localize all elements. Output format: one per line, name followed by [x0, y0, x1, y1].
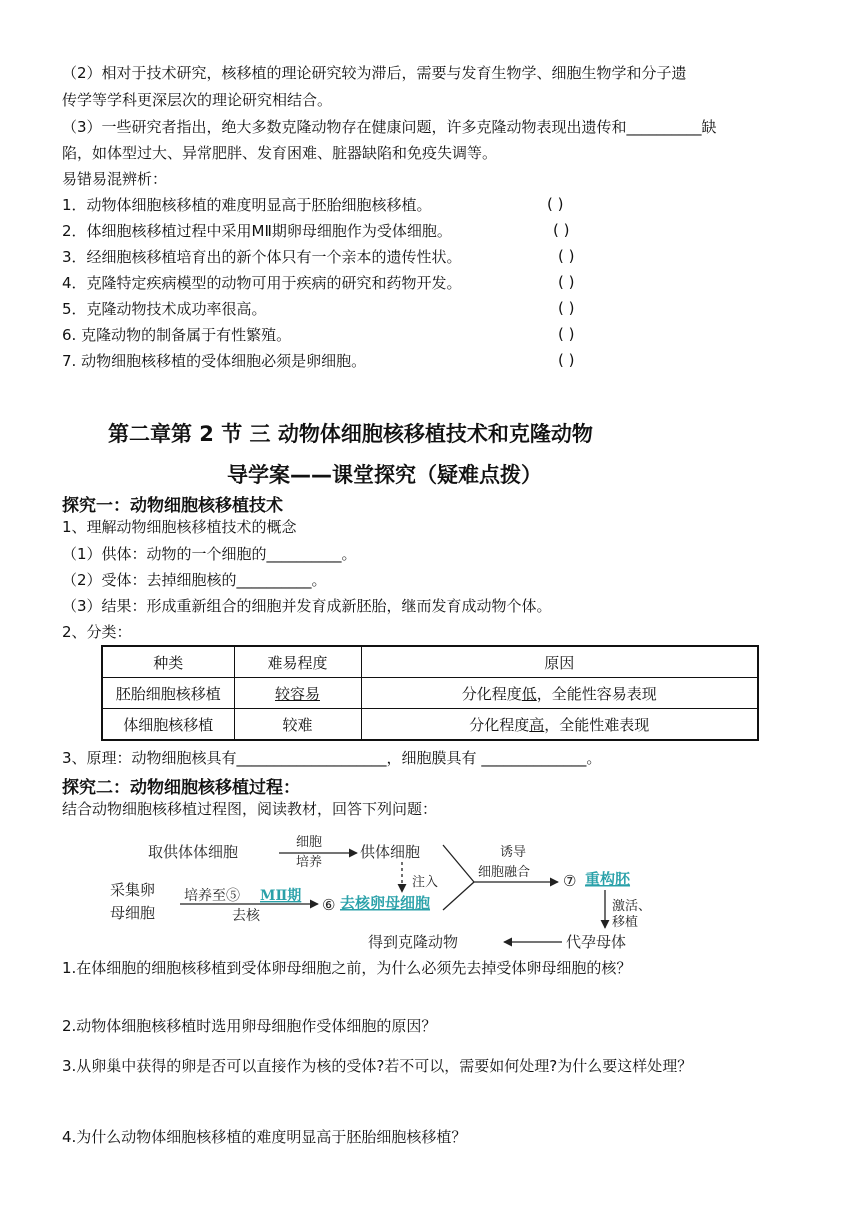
chapter-heading: 第二章第 2 节 三 动物体细胞核移植技术和克隆动物	[108, 422, 593, 446]
table-cell-reason	[361, 678, 758, 709]
label-grow-to: 培养至⑤	[184, 888, 240, 904]
question-1: 1.在体细胞的细胞核移植到受体卵母细胞之前，为什么必须先去掉受体卵母细胞的核？	[62, 959, 632, 977]
table-header-row	[102, 646, 758, 678]
question-2: 2.动物体细胞核移植时选用卵母细胞作受体细胞的原因？	[62, 1017, 437, 1035]
node-collect-line2: 母细胞	[110, 904, 156, 922]
donor-line: （1）供体：动物的一个细胞的__________。	[62, 545, 357, 563]
confusion-title: 易错易混辨析：	[62, 170, 168, 188]
label-induce: 诱导	[500, 845, 527, 860]
principle-line: 3、原理：动物细胞核具有____________________，细胞膜具有 ______________。	[62, 749, 602, 767]
reason-pre: 分化程度	[469, 715, 530, 734]
node-donor-cell: 供体细胞	[360, 843, 421, 861]
table-header: 原因	[361, 646, 758, 678]
table-cell-difficulty: 较难	[234, 709, 361, 741]
explore-2-intro: 结合动物细胞核移植过程图，阅读教材，回答下列问题：	[62, 800, 438, 818]
para-2-line1: （2）相对于技术研究，核移植的理论研究较为滞后，需要与发育生物学、细胞生物学和分子遗	[62, 64, 687, 82]
para-3-line2: 陷，如体型过大、异常肥胖、发育困难、脏器缺陷和免疫失调等。	[62, 144, 498, 162]
difficulty-value: 较容易	[274, 684, 320, 703]
answer-reconstructed-embryo: 重构胚	[585, 870, 631, 888]
table-row	[102, 709, 758, 741]
node-clone: 得到克隆动物	[368, 933, 459, 951]
reason-key: 低	[521, 684, 537, 703]
table-cell-reason	[361, 709, 758, 741]
result-line: （3）结果：形成重新组合的细胞并发育成新胚胎，继而发育成动物个体。	[62, 597, 552, 615]
fusion-bracket	[443, 845, 474, 910]
classification-heading: 2、分类：	[62, 623, 132, 641]
confusion-item-4: 4．克隆特定疾病模型的动物可用于疾病的研究和药物开发。	[62, 274, 462, 292]
nuclear-transfer-diagram	[0, 822, 860, 957]
answer-paren-2: ( )	[553, 221, 570, 239]
node-collect-line1: 采集卵	[110, 881, 156, 899]
label-culture-top: 细胞	[296, 835, 323, 850]
reason-post: ，全能性难表现	[544, 715, 650, 734]
table-cell-difficulty	[234, 678, 361, 709]
answer-stage: MⅡ期	[260, 888, 302, 904]
label-fusion: 细胞融合	[478, 865, 531, 880]
label-enucleate: 去核	[232, 908, 260, 924]
label-inject: 注入	[412, 875, 439, 890]
table-header: 种类	[102, 646, 234, 678]
circle-seven: ⑦	[563, 872, 577, 890]
circle-six: ⑥	[322, 896, 336, 914]
label-culture-bottom: 培养	[296, 855, 323, 870]
explore-2-title: 探究二：动物细胞核移植过程：	[62, 778, 300, 798]
node-donor-somatic: 取供体体细胞	[148, 843, 239, 861]
answer-paren-3: ( )	[558, 247, 575, 265]
answer-paren-6: ( )	[558, 325, 575, 343]
question-3: 3.从卵巢中获得的卵是否可以直接作为核的受体?若不可以，需要如何处理?为什么要这样处理？	[62, 1057, 693, 1075]
answer-enucleated-oocyte: 去核卵母细胞	[340, 894, 431, 912]
question-4: 4.为什么动物体细胞核移植的难度明显高于胚胎细胞核移植？	[62, 1128, 467, 1146]
para-3-line1: （3）一些研究者指出，绝大多数克隆动物存在健康问题，许多克隆动物表现出遗传和__________缺	[62, 118, 717, 136]
answer-paren-4: ( )	[558, 273, 575, 291]
table-cell-kind: 体细胞核移植	[102, 709, 234, 741]
reason-key: 高	[529, 715, 545, 734]
answer-paren-5: ( )	[558, 299, 575, 317]
confusion-item-5: 5．克隆动物技术成功率很高。	[62, 300, 267, 318]
confusion-item-3: 3．经细胞核移植培育出的新个体只有一个亲本的遗传性状。	[62, 248, 462, 266]
recipient-line: （2）受体：去掉细胞核的__________。	[62, 571, 327, 589]
reason-post: ，全能性容易表现	[536, 684, 657, 703]
guide-subheading: 导学案——课堂探究（疑难点拨）	[227, 463, 542, 487]
label-transplant: 移植	[612, 915, 639, 930]
confusion-item-2: 2．体细胞核移植过程中采用MⅡ期卵母细胞作为受体细胞。	[62, 222, 452, 240]
table-row	[102, 678, 758, 709]
table-cell-kind: 胚胎细胞核移植	[102, 678, 234, 709]
table-header: 难易程度	[234, 646, 361, 678]
node-surrogate: 代孕母体	[566, 933, 627, 951]
reason-pre: 分化程度	[461, 684, 522, 703]
answer-paren-1: ( )	[547, 195, 564, 213]
para-2-line2: 传学等学科更深层次的理论研究相结合。	[62, 91, 333, 109]
label-activate: 激活、	[612, 899, 652, 914]
confusion-item-7: 7. 动物细胞核移植的受体细胞必须是卵细胞。	[62, 352, 367, 370]
answer-paren-7: ( )	[558, 351, 575, 369]
confusion-item-1: 1．动物体细胞核移植的难度明显高于胚胎细胞核移植。	[62, 196, 432, 214]
confusion-item-6: 6. 克隆动物的制备属于有性繁殖。	[62, 326, 292, 344]
concept-heading: 1、理解动物细胞核移植技术的概念	[62, 518, 297, 536]
classification-table	[101, 645, 759, 741]
explore-1-title: 探究一：动物细胞核移植技术	[62, 496, 283, 516]
